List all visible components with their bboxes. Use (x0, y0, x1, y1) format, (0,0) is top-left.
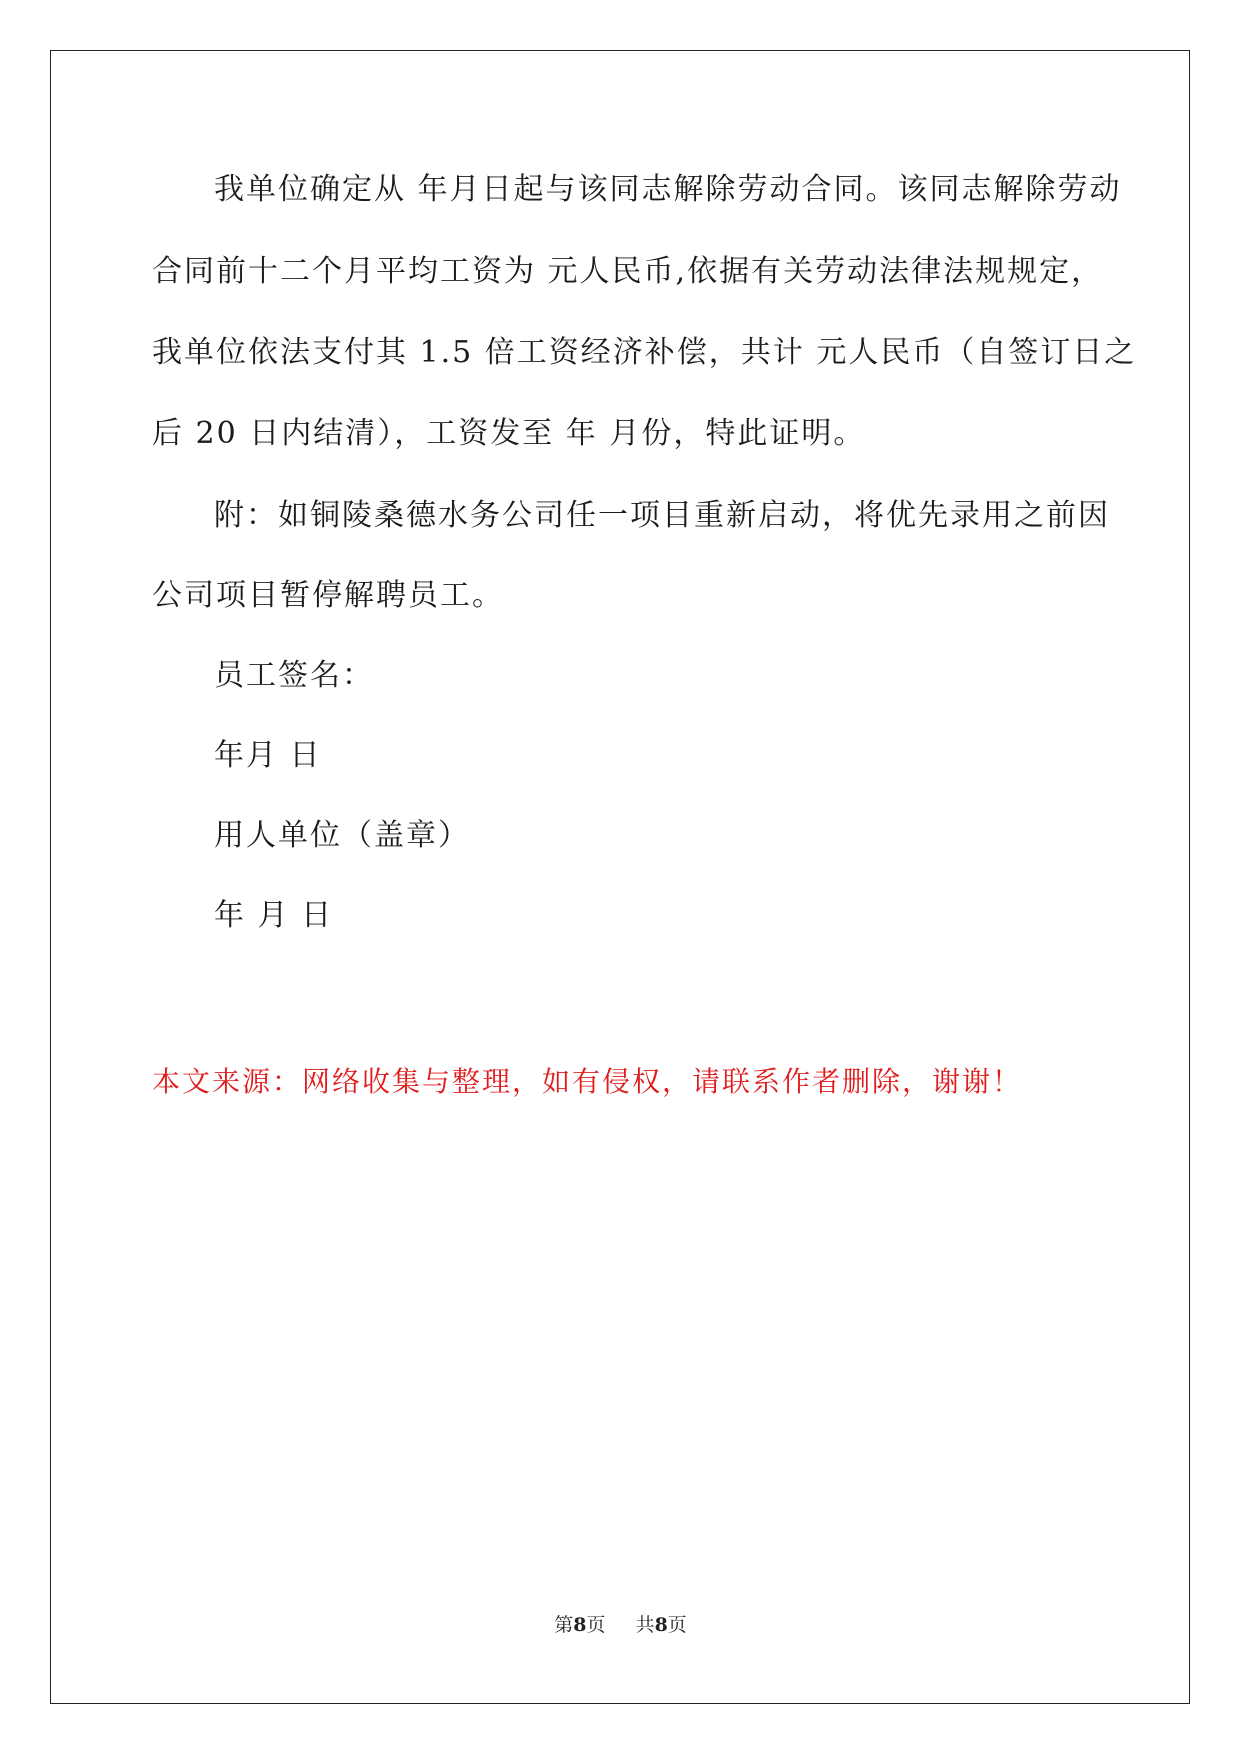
total-prefix: 共 (635, 1614, 655, 1636)
paragraph-2-line-2: 公司项目暂停解聘员工。 (152, 578, 504, 613)
page-prefix: 第 (554, 1614, 574, 1636)
employer-date-label: 年 月 日 (214, 898, 334, 933)
total-page-number: 8 (654, 1614, 668, 1636)
page-border (50, 50, 1190, 1704)
total-unit: 页 (667, 1614, 687, 1636)
paragraph-2-line-1: 附：如铜陵桑德水务公司任一项目重新启动，将优先录用之前因 (214, 498, 1110, 533)
employee-date-label: 年月 日 (214, 738, 322, 773)
paragraph-1-line-3: 我单位依法支付其 1.5 倍工资经济补偿，共计 元人民币（自签订日之 (152, 335, 1137, 370)
paragraph-1-line-4: 后 20 日内结清），工资发至 年 月份，特此证明。 (152, 416, 866, 451)
page-footer (0, 1613, 1241, 1637)
paragraph-1-line-2: 合同前十二个月平均工资为 元人民币,依据有关劳动法律法规规定， (152, 254, 1104, 289)
paragraph-1-line-1: 我单位确定从 年月日起与该同志解除劳动合同。该同志解除劳动 (214, 172, 1122, 207)
source-notice: 本文来源：网络收集与整理，如有侵权，请联系作者删除，谢谢！ (152, 1065, 1023, 1098)
page-unit: 页 (586, 1614, 606, 1636)
employee-signature-label: 员工签名： (214, 658, 374, 693)
employer-seal-label: 用人单位（盖章） (214, 818, 470, 853)
current-page-number: 8 (573, 1614, 587, 1636)
